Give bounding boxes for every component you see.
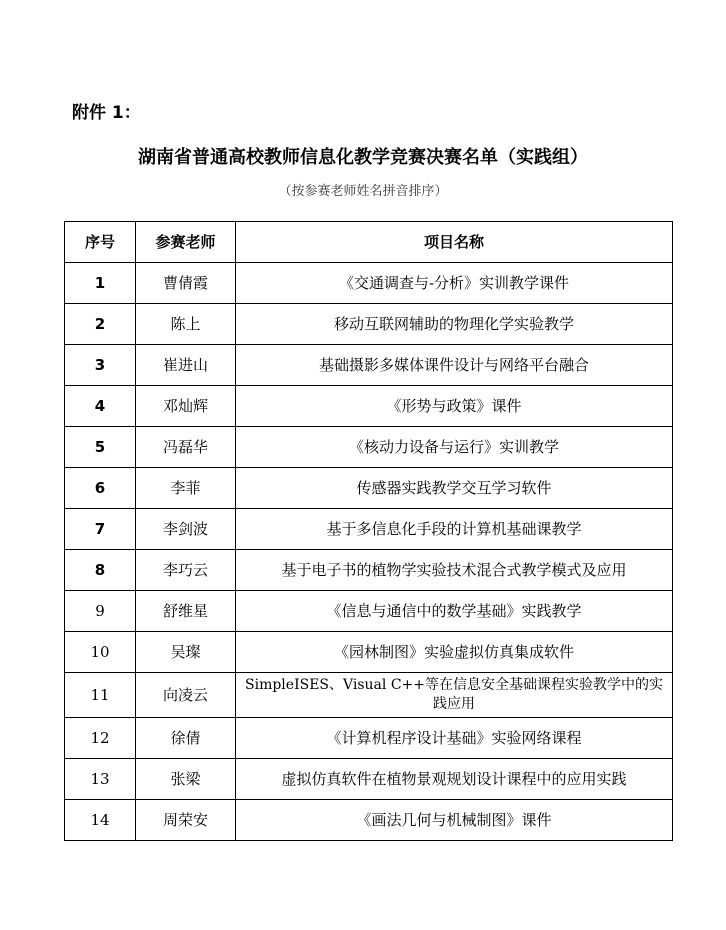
table-header-row xyxy=(65,222,673,263)
row-number: 13 xyxy=(65,759,136,800)
row-teacher: 向凌云 xyxy=(136,673,236,718)
table-row xyxy=(65,632,673,673)
row-teacher: 李剑波 xyxy=(136,509,236,550)
row-teacher: 舒维星 xyxy=(136,591,236,632)
row-teacher: 徐倩 xyxy=(136,718,236,759)
row-project: 基于多信息化手段的计算机基础课教学 xyxy=(236,509,673,550)
row-project: 《核动力设备与运行》实训教学 xyxy=(236,427,673,468)
row-number: 4 xyxy=(65,386,136,427)
row-number: 5 xyxy=(65,427,136,468)
table-row xyxy=(65,509,673,550)
document-subtitle: （按参赛老师姓名拼音排序） xyxy=(278,184,448,199)
document-title: 湖南省普通高校教师信息化教学竞赛决赛名单（实践组） xyxy=(138,147,588,168)
header-number: 序号 xyxy=(65,222,136,263)
table-row xyxy=(65,550,673,591)
table-row xyxy=(65,800,673,841)
row-teacher: 周荣安 xyxy=(136,800,236,841)
row-project: 传感器实践教学交互学习软件 xyxy=(236,468,673,509)
row-number: 6 xyxy=(65,468,136,509)
header-teacher: 参赛老师 xyxy=(136,222,236,263)
row-teacher: 崔进山 xyxy=(136,345,236,386)
row-number: 1 xyxy=(65,263,136,304)
table-row xyxy=(65,345,673,386)
row-number: 2 xyxy=(65,304,136,345)
row-number: 3 xyxy=(65,345,136,386)
attachment-label: 附件 1： xyxy=(72,103,141,123)
table-row xyxy=(65,673,673,718)
row-number: 14 xyxy=(65,800,136,841)
table-row xyxy=(65,718,673,759)
header-project: 项目名称 xyxy=(236,222,673,263)
row-number: 9 xyxy=(65,591,136,632)
row-number: 8 xyxy=(65,550,136,591)
row-project: 移动互联网辅助的物理化学实验教学 xyxy=(236,304,673,345)
table-row xyxy=(65,759,673,800)
table-row xyxy=(65,427,673,468)
table-row xyxy=(65,263,673,304)
row-project: 《画法几何与机械制图》课件 xyxy=(236,800,673,841)
row-teacher: 邓灿辉 xyxy=(136,386,236,427)
table-row xyxy=(65,468,673,509)
row-project: 《形势与政策》课件 xyxy=(236,386,673,427)
row-project: 虚拟仿真软件在植物景观规划设计课程中的应用实践 xyxy=(236,759,673,800)
row-teacher: 陈上 xyxy=(136,304,236,345)
row-project: 《交通调查与-分析》实训教学课件 xyxy=(236,263,673,304)
table-row xyxy=(65,591,673,632)
row-number: 12 xyxy=(65,718,136,759)
row-project: SimpleISES、Visual C++等在信息安全基础课程实验教学中的实践应用 xyxy=(236,673,673,718)
row-teacher: 吴璨 xyxy=(136,632,236,673)
row-teacher: 张梁 xyxy=(136,759,236,800)
row-project: 基础摄影多媒体课件设计与网络平台融合 xyxy=(236,345,673,386)
row-teacher: 李菲 xyxy=(136,468,236,509)
row-project: 《计算机程序设计基础》实验网络课程 xyxy=(236,718,673,759)
row-number: 10 xyxy=(65,632,136,673)
row-teacher: 冯磊华 xyxy=(136,427,236,468)
row-teacher: 曹倩霞 xyxy=(136,263,236,304)
row-number: 11 xyxy=(65,673,136,718)
table-row xyxy=(65,386,673,427)
table-row xyxy=(65,304,673,345)
row-number: 7 xyxy=(65,509,136,550)
finalist-table xyxy=(64,221,673,841)
row-project: 《信息与通信中的数学基础》实践教学 xyxy=(236,591,673,632)
row-teacher: 李巧云 xyxy=(136,550,236,591)
row-project: 《园林制图》实验虚拟仿真集成软件 xyxy=(236,632,673,673)
row-project: 基于电子书的植物学实验技术混合式教学模式及应用 xyxy=(236,550,673,591)
